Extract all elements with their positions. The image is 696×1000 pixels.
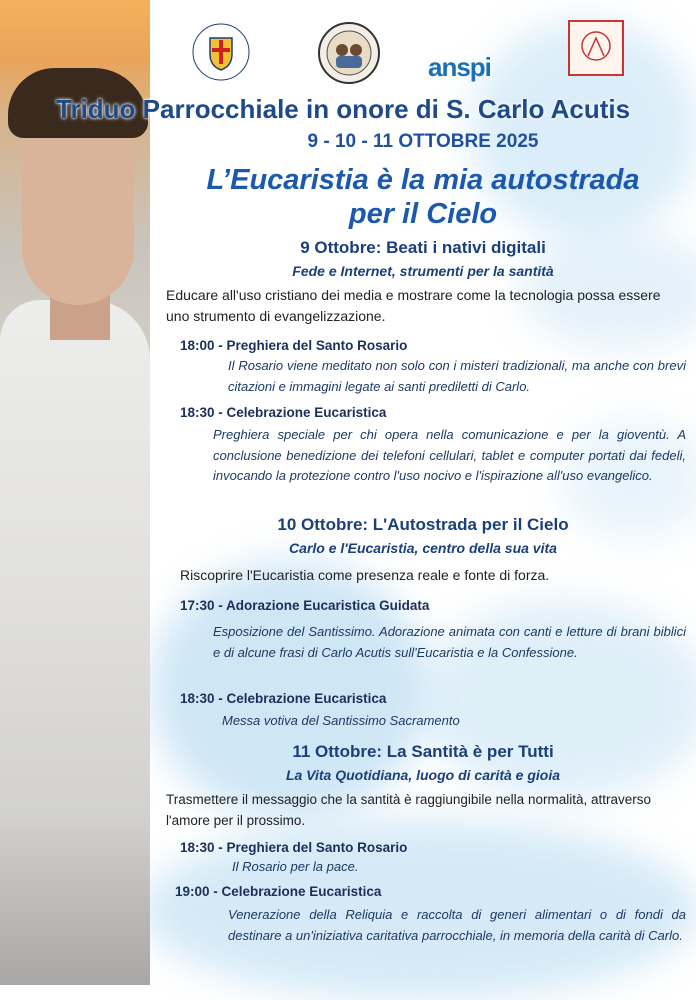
day2-event2-time: 18:30 [180, 691, 215, 706]
day1-event1-heading: 18:00 - Preghiera del Santo Rosario [180, 338, 408, 353]
day3-event1-heading: 18:30 - Preghiera del Santo Rosario [180, 840, 408, 855]
parrocchia-logo [186, 22, 256, 86]
day2-event1-title: Adorazione Eucaristica Guidata [226, 598, 430, 613]
day1-event2-heading: 18:30 - Celebrazione Eucaristica [180, 405, 387, 420]
logo-bar [0, 18, 696, 88]
day3-event1-title: Preghiera del Santo Rosario [226, 840, 408, 855]
day2-event1-heading: 17:30 - Adorazione Eucaristica Guidata [180, 598, 430, 613]
day3-event1-desc: Il Rosario per la pace. [232, 859, 359, 874]
day2-event1-desc: Esposizione del Santissimo. Adorazione animata con canti e letture di brani biblici e di alcune frasi di Carlo Acutis sull'Eucaristia e la Confessione. [213, 624, 686, 660]
day1-event2-title: Celebrazione Eucaristica [226, 405, 387, 420]
day2-title: 10 Ottobre: L'Autostrada per il Cielo [277, 515, 569, 534]
day2-event2-desc: Messa votiva del Santissimo Sacramento [222, 713, 460, 728]
day3-event2-heading: 19:00 - Celebrazione Eucaristica [175, 884, 382, 899]
day3-event2-desc: Venerazione della Reliquia e raccolta di generi alimentari o di fondi da destinare a un'iniziativa caritativa parrocchiale, in memoria della carità di Carlo. [228, 907, 686, 943]
oratorio-logo [318, 22, 380, 84]
headline [150, 163, 696, 231]
day3-intro: Trasmettere il messaggio che la santità è raggiungibile nella normalità, attraverso l'amore per il prossimo. [166, 792, 651, 828]
day1-intro: Educare all'uso cristiano dei media e mostrare come la tecnologia possa essere uno strumento di evangelizzazione. [166, 287, 661, 324]
headline-line-2: per il Cielo [348, 198, 498, 230]
day2-event2-title: Celebrazione Eucaristica [226, 691, 387, 706]
day3-subtitle: La Vita Quotidiana, luogo di carità e gioia [285, 767, 561, 783]
school-logo [568, 20, 624, 76]
day2-event1-time: 17:30 [180, 598, 215, 613]
day3-event2-time: 19:00 [175, 884, 210, 899]
day1-title: 9 Ottobre: Beati i nativi digitali [300, 238, 546, 257]
day1-subtitle: Fede e Internet, strumenti per la santità [292, 263, 554, 279]
headline-line-1: L’Eucaristia è la mia autostrada [206, 164, 640, 196]
day1-event2-desc: Preghiera speciale per chi opera nella comunicazione e per la gioventù. A conclusione benedizione dei telefoni cellulari, tablet e computer portati dai fedeli, invocando la protezione contro l'uso nocivo e l'ispirazione all'uso evangelico. [213, 427, 686, 483]
anspi-text: anspi [428, 52, 491, 82]
event-dates: 9 - 10 - 11 OTTOBRE 2025 [307, 131, 539, 152]
day1-event1-desc: Il Rosario viene meditato non solo con i misteri tradizionali, ma anche con brevi citazioni e immagini legate ai santi prediletti di Carlo. [228, 358, 686, 394]
day3-event1-time: 18:30 [180, 840, 215, 855]
portrait-shirt [0, 300, 150, 985]
day2-event2-heading: 18:30 - Celebrazione Eucaristica [180, 691, 387, 706]
day1-event2-time: 18:30 [180, 405, 215, 420]
day2-intro: Riscoprire l'Eucaristia come presenza reale e fonte di forza. [180, 567, 550, 583]
day2-subtitle: Carlo e l'Eucaristia, centro della sua vita [289, 540, 557, 556]
page-title: Triduo Parrocchiale in onore di S. Carlo Acutis [56, 94, 631, 124]
anspi-logo [428, 40, 508, 82]
day1-event1-title: Preghiera del Santo Rosario [226, 338, 408, 353]
day3-event2-title: Celebrazione Eucaristica [221, 884, 382, 899]
day3-title: 11 Ottobre: La Santità è per Tutti [292, 742, 554, 761]
day1-event1-time: 18:00 [180, 338, 215, 353]
